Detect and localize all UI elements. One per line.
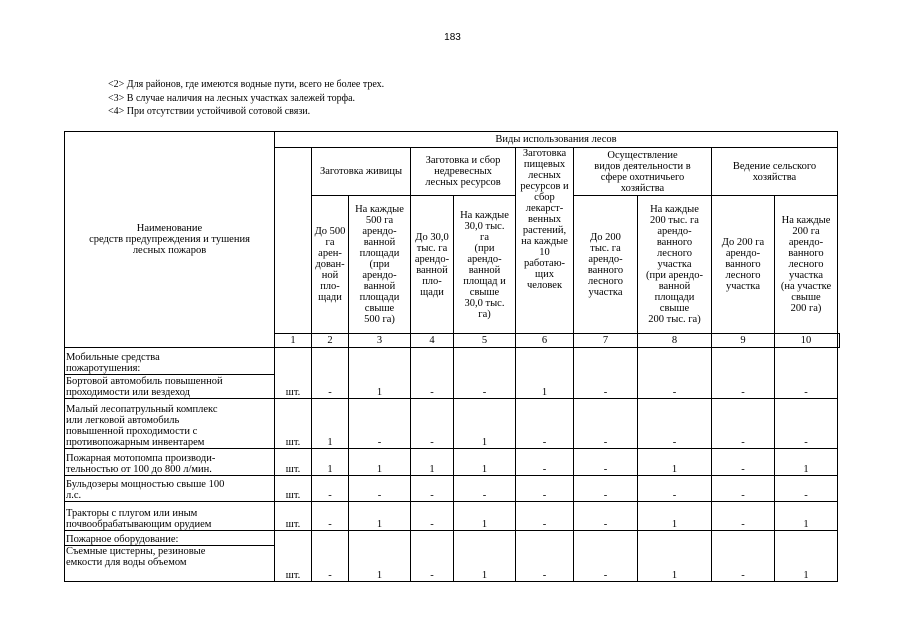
row-unit: шт. bbox=[275, 449, 312, 476]
cell-value: - bbox=[516, 449, 574, 476]
column-number: 8 bbox=[638, 334, 712, 348]
cell-value: 1 bbox=[775, 502, 838, 531]
cell-value: - bbox=[516, 502, 574, 531]
cell-value: 1 bbox=[638, 449, 712, 476]
header-forest-use: Виды использования лесов bbox=[275, 132, 838, 148]
cell-value: 1 bbox=[516, 375, 574, 399]
cell-value: - bbox=[712, 449, 775, 476]
subheader-9: На каждые 200 тыс. га арендо- ванного лесного участка (при арендо- ванной площади свыше 200 тыс. га) bbox=[638, 196, 712, 334]
row-name: Бортовой автомобиль повышенной проходимости или вездеход bbox=[65, 375, 275, 399]
cell-value: - bbox=[574, 476, 638, 502]
column-number: 9 bbox=[712, 334, 775, 348]
cell-value: - bbox=[574, 546, 638, 582]
row-unit: шт. bbox=[275, 502, 312, 531]
cell-value: - bbox=[712, 476, 775, 502]
header-group-hunting: Осуществление видов деятельности в сфере охотничьего хозяйства bbox=[574, 148, 712, 196]
cell-value: - bbox=[454, 476, 516, 502]
cell-value: - bbox=[312, 502, 349, 531]
cell-value: - bbox=[775, 476, 838, 502]
cell-value: - bbox=[574, 502, 638, 531]
cell-value: 1 bbox=[411, 449, 454, 476]
row-name: Тракторы с плугом или иным почвообрабатывающим орудием bbox=[65, 502, 275, 531]
row-name: Малый лесопатрульный комплекс или легковой автомобиль повышенной проходимости с противопожарным инвентарем bbox=[65, 399, 275, 449]
table-row bbox=[65, 449, 840, 476]
row-name: Пожарная мотопомпа производи- тельностью от 100 до 800 л/мин. bbox=[65, 449, 275, 476]
section-row-mobile bbox=[65, 348, 840, 375]
column-number: 3 bbox=[349, 334, 411, 348]
cell-value: - bbox=[516, 546, 574, 582]
section-row-fire bbox=[65, 531, 840, 546]
cell-value: - bbox=[574, 449, 638, 476]
cell-value: - bbox=[411, 375, 454, 399]
cell-value: - bbox=[516, 476, 574, 502]
cell-value: 1 bbox=[638, 546, 712, 582]
header-group-agriculture: Ведение сельского хозяйства bbox=[712, 148, 838, 196]
column-number: 2 bbox=[312, 334, 349, 348]
cell-value: - bbox=[312, 546, 349, 582]
cell-value: - bbox=[638, 399, 712, 449]
equipment-table bbox=[64, 131, 840, 582]
table-row bbox=[65, 546, 840, 582]
subheader-6: На каждые 30,0 тыс. га (при арендо- ванной площад и свыше 30,0 тыс. га) bbox=[454, 196, 516, 334]
cell-value: 1 bbox=[349, 546, 411, 582]
cell-value: 1 bbox=[454, 546, 516, 582]
cell-value: - bbox=[454, 375, 516, 399]
cell-value: 1 bbox=[638, 502, 712, 531]
cell-value: - bbox=[312, 375, 349, 399]
cell-value: - bbox=[411, 476, 454, 502]
row-unit: шт. bbox=[275, 399, 312, 449]
table-row bbox=[65, 399, 840, 449]
subheader-3: До 500 га арен- дован- ной пло- щади bbox=[312, 196, 349, 334]
cell-value: 1 bbox=[775, 449, 838, 476]
cell-value: - bbox=[775, 399, 838, 449]
column-number bbox=[838, 334, 840, 348]
footnote-3: <3> В случае наличия на лесных участках залежей торфа. bbox=[108, 92, 356, 104]
cell-value: - bbox=[712, 502, 775, 531]
cell-value: 1 bbox=[454, 449, 516, 476]
header-group-resin: Заготовка живицы bbox=[312, 148, 411, 196]
header-name: Наименование средств предупреждения и тушения лесных пожаров bbox=[65, 132, 275, 348]
row-unit: шт. bbox=[275, 476, 312, 502]
row-unit: шт. bbox=[275, 375, 312, 399]
cell-value: - bbox=[411, 502, 454, 531]
cell-value: - bbox=[712, 399, 775, 449]
column-number: 1 bbox=[275, 334, 312, 348]
cell-value: - bbox=[574, 399, 638, 449]
cell-value: 1 bbox=[349, 502, 411, 531]
cell-value: - bbox=[411, 546, 454, 582]
column-number: 7 bbox=[574, 334, 638, 348]
cell-value: - bbox=[349, 476, 411, 502]
cell-value: - bbox=[638, 476, 712, 502]
table-row bbox=[65, 375, 840, 399]
header-group-food: Заготовка пищевых лесных ресурсов и сбор лекарст- венных растений, на каждые 10 работаю- щих человек bbox=[516, 148, 574, 334]
cell-value: - bbox=[712, 546, 775, 582]
table-row bbox=[65, 502, 840, 531]
footnote-4: <4> При отсутствии устойчивой сотовой связи. bbox=[108, 106, 311, 117]
column-number: 4 bbox=[411, 334, 454, 348]
subheader-4: На каждые 500 га арендо- ванной площади (при арендо- ванной площади свыше 500 га) bbox=[349, 196, 411, 334]
section-title-fire: Пожарное оборудование: bbox=[65, 531, 275, 546]
cell-value: 1 bbox=[454, 502, 516, 531]
cell-value: - bbox=[349, 399, 411, 449]
cell-value: 1 bbox=[349, 449, 411, 476]
column-number: 6 bbox=[516, 334, 574, 348]
cell-value: - bbox=[775, 375, 838, 399]
footnotes bbox=[108, 78, 384, 119]
section-title-mobile: Мобильные средства пожаротушения: bbox=[65, 348, 275, 375]
subheader-8: До 200 тыс. га арендо- ванного лесного участка bbox=[574, 196, 638, 334]
column-number: 5 bbox=[454, 334, 516, 348]
row-unit: шт. bbox=[275, 546, 312, 582]
cell-value: - bbox=[638, 375, 712, 399]
row-name: Бульдозеры мощностью свыше 100 л.с. bbox=[65, 476, 275, 502]
column-number: 10 bbox=[775, 334, 838, 348]
cell-value: - bbox=[574, 375, 638, 399]
cell-value: - bbox=[712, 375, 775, 399]
cell-value: - bbox=[312, 476, 349, 502]
cell-value: 1 bbox=[312, 399, 349, 449]
subheader-11: На каждые 200 га арендо- ванного лесного участка (на участке свыше 200 га) bbox=[775, 196, 838, 334]
cell-value: - bbox=[411, 399, 454, 449]
cell-value: 1 bbox=[454, 399, 516, 449]
cell-value: 1 bbox=[312, 449, 349, 476]
page-number: 183 bbox=[444, 32, 461, 43]
table-row bbox=[65, 476, 840, 502]
cell-value: 1 bbox=[775, 546, 838, 582]
subheader-10: До 200 га арендо- ванного лесного участка bbox=[712, 196, 775, 334]
footnote-2: <2> Для районов, где имеются водные пути, всего не более трех. bbox=[108, 79, 385, 90]
cell-value: - bbox=[516, 399, 574, 449]
cell-value: 1 bbox=[349, 375, 411, 399]
row-name: Съемные цистерны, резиновые емкости для воды объемом bbox=[65, 546, 275, 582]
subheader-5: До 30,0 тыс. га арендо- ванной пло- щади bbox=[411, 196, 454, 334]
header-group-nontimber: Заготовка и сбор недревесных лесных ресурсов bbox=[411, 148, 516, 196]
